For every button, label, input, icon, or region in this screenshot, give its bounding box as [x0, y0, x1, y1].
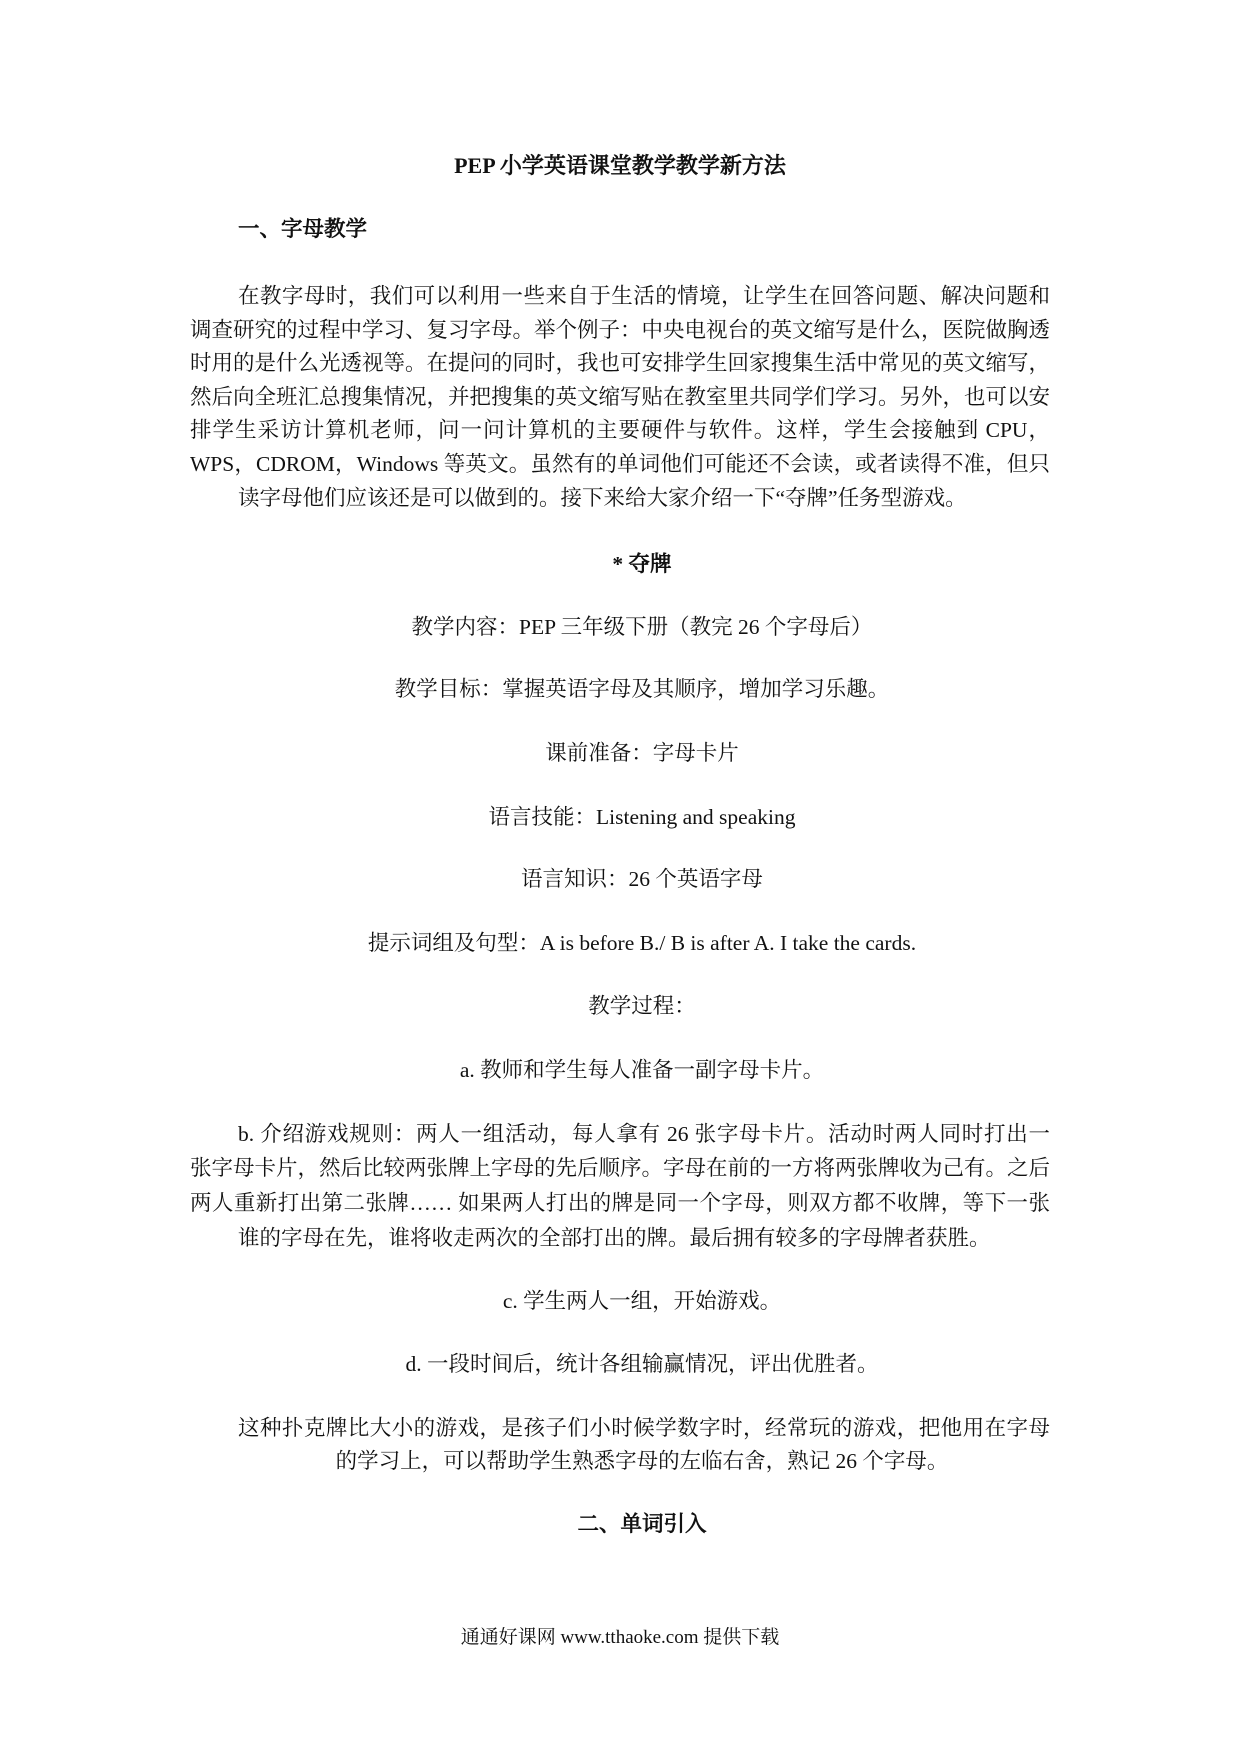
- paragraph-line: 张字母卡片，然后比较两张牌上字母的先后顺序。字母在前的一方将两张牌收为己有。之后: [190, 1156, 1050, 1180]
- page-title: PEP 小学英语课堂教学教学新方法: [454, 153, 786, 178]
- paragraph-line: 在教字母时，我们可以利用一些来自于生活的情境，让学生在回答问题、解决问题和: [238, 284, 1050, 308]
- section-heading-words: 二、单词引入: [577, 1512, 707, 1536]
- phrase-hint: 提示词组及句型：A is before B./ B is after A. I take the cards.: [367, 931, 917, 955]
- paragraph-line: 谁的字母在先，谁将收走两次的全部打出的牌。最后拥有较多的字母牌者获胜。: [238, 1226, 991, 1250]
- paragraph-line: 排学生采访计算机老师，问一问计算机的主要硬件与软件。这样，学生会接触到 CPU，: [190, 418, 1050, 442]
- page-footer: 通通好课网 www.tthaoke.com 提供下载: [460, 1627, 780, 1648]
- process-label: 教学过程：: [588, 994, 696, 1018]
- paragraph-line: 的学习上，可以帮助学生熟悉字母的左临右舍，熟记 26 个字母。: [335, 1449, 949, 1473]
- step-a: a. 教师和学生每人准备一副字母卡片。: [459, 1058, 825, 1082]
- paragraph-line: 然后向全班汇总搜集情况，并把搜集的英文缩写贴在教室里共同学们学习。另外，也可以安: [190, 385, 1050, 409]
- section-heading-letters: 一、字母教学: [238, 217, 368, 241]
- step-c: c. 学生两人一组，开始游戏。: [502, 1289, 782, 1313]
- paragraph-line: WPS，CDROM，Windows 等英文。虽然有的单词他们可能还不会读，或者读得不准，但只: [190, 452, 1050, 476]
- paragraph-line: b. 介绍游戏规则：两人一组活动，每人拿有 26 张字母卡片。活动时两人同时打出一: [238, 1122, 1050, 1146]
- teaching-goal: 教学目标：掌握英语字母及其顺序，增加学习乐趣。: [394, 677, 890, 701]
- paragraph-line: 调查研究的过程中学习、复习字母。举个例子：中央电视台的英文缩写是什么，医院做胸透: [190, 318, 1050, 342]
- paragraph-line: 时用的是什么光透视等。在提问的同时，我也可安排学生回家搜集生活中常见的英文缩写，: [190, 351, 1050, 375]
- paragraph-line: 这种扑克牌比大小的游戏，是孩子们小时候学数字时，经常玩的游戏，把他用在字母: [238, 1416, 1050, 1440]
- teaching-content: 教学内容：PEP 三年级下册（教完 26 个字母后）: [411, 615, 873, 639]
- language-knowledge: 语言知识：26 个英语字母: [521, 867, 763, 891]
- lesson-prep: 课前准备：字母卡片: [545, 741, 739, 765]
- step-d: d. 一段时间后，统计各组输赢情况，评出优胜者。: [405, 1352, 879, 1376]
- language-skill: 语言技能：Listening and speaking: [488, 805, 796, 829]
- paragraph-line: 读字母他们应该还是可以做到的。接下来给大家介绍一下“夺牌”任务型游戏。: [238, 486, 967, 510]
- paragraph-line: 两人重新打出第二张牌…… 如果两人打出的牌是同一个字母，则双方都不收牌，等下一张: [190, 1191, 1050, 1215]
- game-heading: * 夺牌: [612, 552, 672, 576]
